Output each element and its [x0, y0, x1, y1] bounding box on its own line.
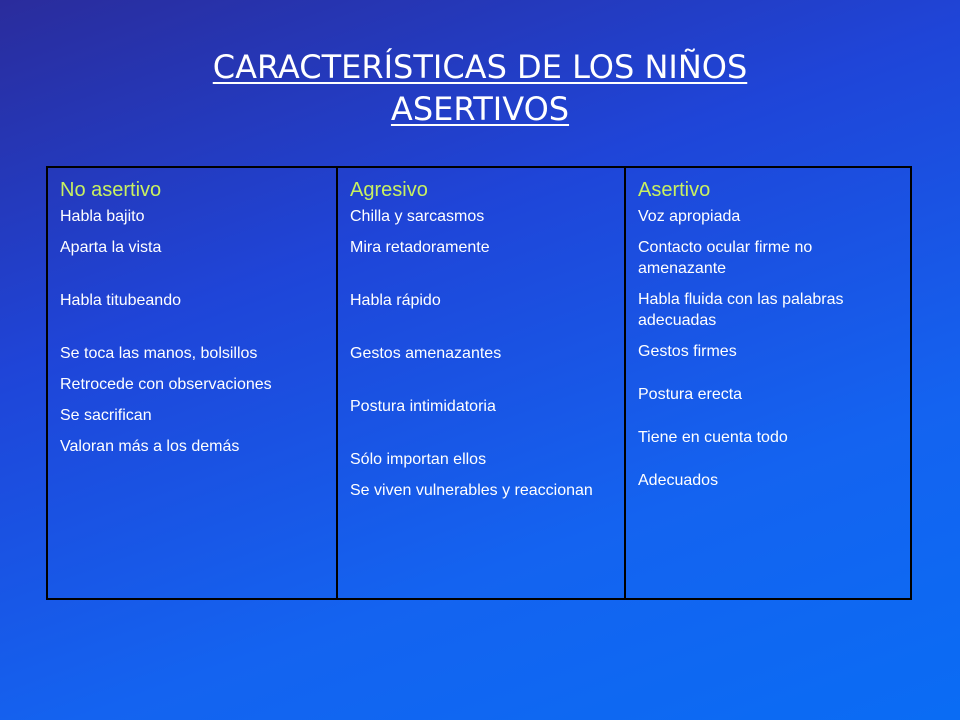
list-item: Aparta la vista — [60, 239, 162, 256]
column-no-asertivo — [48, 168, 336, 598]
page-title — [120, 46, 840, 130]
list-item: Mira retadoramente — [350, 239, 490, 256]
list-item: Retrocede con observaciones — [60, 376, 272, 393]
list-item: Habla bajito — [60, 208, 145, 225]
list-item: Postura intimidatoria — [350, 398, 496, 415]
title-line-2: ASERTIVOS — [390, 90, 570, 128]
column-agresivo — [336, 168, 624, 598]
list-item: Voz apropiada — [638, 208, 741, 225]
list-item: Habla titubeando — [60, 292, 181, 309]
list-item: Habla fluida con las palabras adecuadas — [638, 291, 844, 329]
list-item: Gestos firmes — [638, 343, 737, 360]
list-item: Se toca las manos, bolsillos — [60, 345, 258, 362]
list-item: Gestos amenazantes — [350, 345, 502, 362]
list-item: Contacto ocular firme no amenazante — [638, 239, 813, 277]
column-header: No asertivo — [60, 179, 162, 201]
column-header: Asertivo — [638, 179, 711, 201]
title-line-1: CARACTERÍSTICAS DE LOS NIÑOS — [212, 48, 748, 86]
list-item: Habla rápido — [350, 292, 441, 309]
list-item: Tiene en cuenta todo — [638, 429, 788, 446]
list-item: Postura erecta — [638, 386, 743, 403]
list-item: Chilla y sarcasmos — [350, 208, 485, 225]
comparison-table — [46, 166, 912, 600]
list-item: Se sacrifican — [60, 407, 152, 424]
list-item: Se viven vulnerables y reaccionan — [350, 482, 593, 499]
column-asertivo — [624, 168, 910, 598]
list-item: Adecuados — [638, 472, 719, 489]
column-header: Agresivo — [350, 179, 428, 201]
list-item: Valoran más a los demás — [60, 438, 240, 455]
list-item: Sólo importan ellos — [350, 451, 487, 468]
